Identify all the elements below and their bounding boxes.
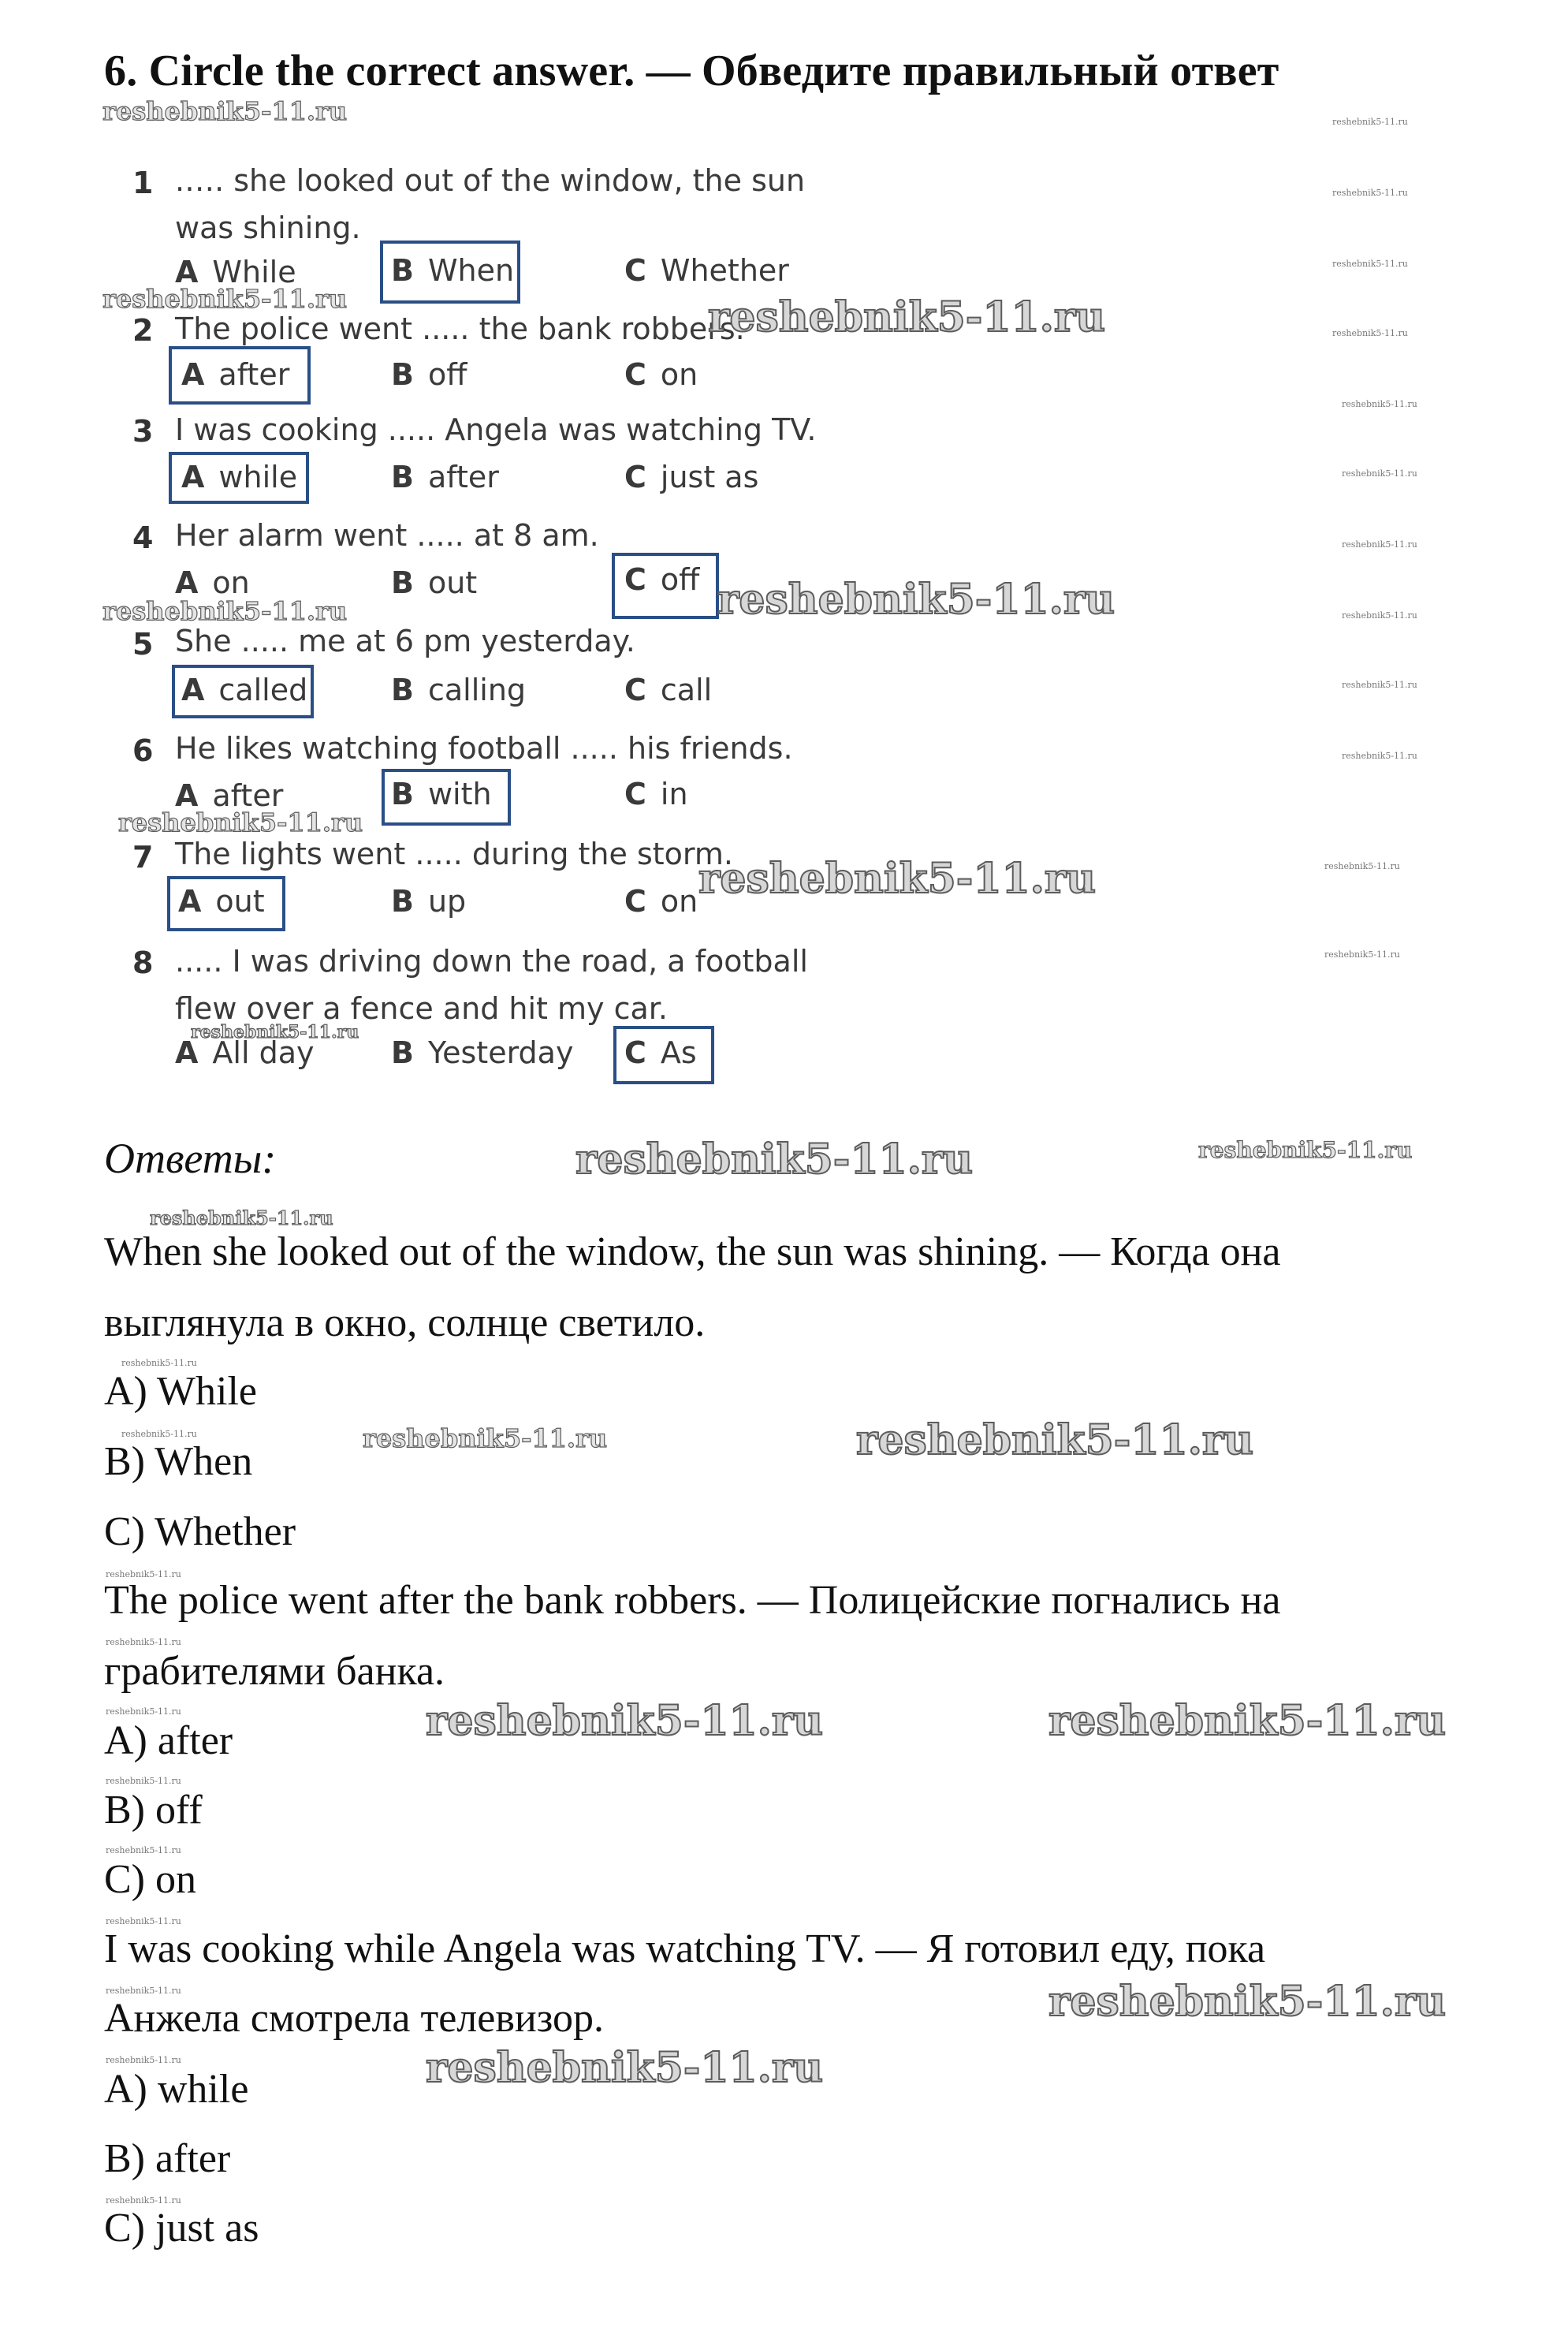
question-number: 4 (132, 520, 154, 555)
watermark: reshebnik5-11.ru (1048, 1978, 1447, 2026)
watermark: reshebnik5-11.ru (1048, 1697, 1447, 1745)
option-a: A on (175, 565, 250, 600)
answer-circle (612, 553, 719, 619)
watermark: reshebnik5-11.ru (118, 807, 363, 837)
watermark: reshebnik5-11.ru (1332, 328, 1408, 338)
answer-option: A) while (104, 2067, 249, 2112)
watermark: reshebnik5-11.ru (121, 1358, 197, 1368)
watermark: reshebnik5-11.ru (102, 284, 348, 314)
question-number: 6 (132, 733, 154, 768)
question-text: was shining. (175, 211, 361, 245)
watermark: reshebnik5-11.ru (426, 1697, 824, 1745)
option-b: B after (391, 460, 499, 494)
answer-circle (169, 346, 311, 405)
watermark: reshebnik5-11.ru (575, 1136, 974, 1184)
watermark: reshebnik5-11.ru (363, 1423, 608, 1453)
option-b: B calling (391, 673, 527, 707)
option-b: B with (391, 777, 492, 811)
question-number: 2 (132, 313, 154, 348)
watermark: reshebnik5-11.ru (717, 576, 1115, 624)
answer-sentence: грабителями банка. (104, 1649, 445, 1694)
option-a: A out (178, 884, 265, 919)
question-number: 3 (132, 414, 154, 449)
watermark: reshebnik5-11.ru (856, 1416, 1254, 1464)
watermark: reshebnik5-11.ru (106, 1845, 181, 1855)
watermark: reshebnik5-11.ru (150, 1206, 333, 1229)
question-number: 8 (132, 945, 154, 980)
option-a: A While (175, 255, 296, 289)
question-number: 1 (132, 166, 154, 200)
watermark: reshebnik5-11.ru (698, 855, 1097, 903)
option-b: B off (391, 357, 467, 392)
option-b: B When (391, 253, 515, 288)
question-text: He likes watching football ..... his friends. (175, 731, 793, 766)
option-c: C just as (624, 460, 759, 494)
watermark: reshebnik5-11.ru (1324, 861, 1400, 871)
answer-sentence: I was cooking while Angela was watching TV. — Я готовил еду, пока (104, 1926, 1266, 1971)
watermark: reshebnik5-11.ru (1342, 399, 1417, 409)
option-a: A after (175, 778, 284, 813)
watermark: reshebnik5-11.ru (102, 596, 348, 626)
watermark: reshebnik5-11.ru (106, 1569, 181, 1579)
answer-sentence: выглянула в окно, солнце светило. (104, 1300, 706, 1345)
answer-option: B) When (104, 1439, 253, 1484)
answer-circle (169, 452, 309, 504)
option-c: C on (624, 357, 698, 392)
option-c: C on (624, 884, 698, 919)
answer-option: C) just as (104, 2206, 259, 2251)
option-a: A while (181, 460, 298, 494)
watermark: reshebnik5-11.ru (106, 1986, 181, 1996)
watermark: reshebnik5-11.ru (1342, 680, 1417, 690)
watermark: reshebnik5-11.ru (1332, 188, 1408, 198)
exercise-heading: 6. Circle the correct answer. — Обведите правильный ответ (104, 47, 1279, 95)
answer-option: A) While (104, 1369, 257, 1414)
option-a: A called (181, 673, 308, 707)
option-c: C in (624, 777, 688, 811)
watermark: reshebnik5-11.ru (1198, 1137, 1413, 1163)
question-text: I was cooking ..... Angela was watching TV. (175, 412, 817, 447)
question-number: 7 (132, 840, 154, 874)
watermark: reshebnik5-11.ru (426, 2044, 824, 2092)
watermark: reshebnik5-11.ru (106, 1776, 181, 1786)
answer-circle (380, 241, 520, 304)
watermark: reshebnik5-11.ru (1342, 468, 1417, 479)
answer-sentence: Анжела смотрела телевизор. (104, 1996, 604, 2041)
answer-option: B) after (104, 2136, 231, 2181)
option-b: B up (391, 884, 467, 919)
answer-sentence: When she looked out of the window, the sun was shining. — Когда она (104, 1229, 1281, 1274)
answer-circle (613, 1026, 714, 1084)
answer-option: C) on (104, 1857, 196, 1902)
answer-circle (382, 769, 511, 826)
question-text: flew over a fence and hit my car. (175, 991, 669, 1026)
question-text: .…. she looked out of the window, the sun (175, 163, 806, 198)
watermark: reshebnik5-11.ru (102, 96, 348, 126)
answer-option: A) after (104, 1718, 233, 1763)
watermark: reshebnik5-11.ru (106, 2055, 181, 2065)
option-c: C off (624, 562, 700, 597)
watermark: reshebnik5-11.ru (106, 2195, 181, 2206)
answer-circle (167, 876, 285, 931)
watermark: reshebnik5-11.ru (1342, 610, 1417, 621)
answer-circle (172, 665, 314, 718)
watermark: reshebnik5-11.ru (1324, 949, 1400, 960)
watermark: reshebnik5-11.ru (1342, 751, 1417, 761)
answers-title: Ответы: (104, 1135, 277, 1182)
watermark: reshebnik5-11.ru (106, 1916, 181, 1926)
watermark: reshebnik5-11.ru (191, 1022, 359, 1042)
option-c: C call (624, 673, 713, 707)
option-b: B Yesterday (391, 1035, 574, 1070)
answer-option: C) Whether (104, 1509, 296, 1554)
option-a: A All day (175, 1035, 315, 1070)
question-text: ..... I was driving down the road, a football (175, 944, 808, 979)
option-c: C As (624, 1035, 697, 1070)
watermark: reshebnik5-11.ru (106, 1706, 181, 1717)
question-text: The police went ..... the bank robbers. (175, 311, 745, 346)
watermark: reshebnik5-11.ru (708, 293, 1106, 341)
question-text: Her alarm went ..... at 8 am. (175, 518, 599, 553)
watermark: reshebnik5-11.ru (1332, 259, 1408, 269)
answer-option: B) off (104, 1788, 203, 1833)
question-number: 5 (132, 627, 154, 662)
watermark: reshebnik5-11.ru (106, 1637, 181, 1647)
option-a: A after (181, 357, 290, 392)
watermark: reshebnik5-11.ru (121, 1429, 197, 1439)
watermark: reshebnik5-11.ru (1332, 117, 1408, 127)
answer-sentence: The police went after the bank robbers. — Полицейские погнались на (104, 1578, 1281, 1623)
question-text: The lights went ..... during the storm. (175, 837, 733, 871)
watermark: reshebnik5-11.ru (1342, 539, 1417, 550)
question-text: She ..... me at 6 pm yesterday. (175, 624, 635, 658)
option-b: B out (391, 565, 478, 600)
option-c: C Whether (624, 253, 789, 288)
